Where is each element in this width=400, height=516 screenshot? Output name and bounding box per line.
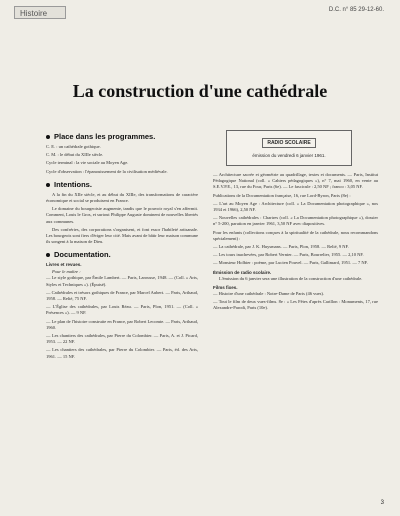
bullet-icon bbox=[46, 253, 50, 257]
text-line: Cycle terminal : la vie sociale au Moyen Age. bbox=[46, 160, 129, 166]
section-heading-documentation: Documentation. bbox=[46, 250, 198, 259]
bibliography-entry: — Le plan de l'histoire construite en France, par Robert Lecomte. — Paris, Arthaud, 1960. bbox=[46, 318, 198, 330]
issue-reference: D.C. n° 85 29-12-60. bbox=[328, 7, 384, 13]
bibliography-entry: — Monsieur Holbier : poème, par Lucien Pouvel. — Paris, Gallimard, 1951. — 7 NF. bbox=[213, 260, 368, 266]
bibliography-entry: Pour les enfants (collections conçues à la spiritualité de la cathédrale, nous recommandons spécialement) : bbox=[213, 229, 378, 241]
text-line: Cycle d'observation : l'épanouissement de la civilisation médiévale. bbox=[46, 168, 168, 174]
bibliography-entry: — L'Église des cathédrales, par Louis Réau. — Paris, Plon, 1951. — (Coll. « Présences »). — 9 NF. bbox=[46, 304, 198, 316]
radio-box-label: RADIO SCOLAIRE bbox=[262, 138, 315, 148]
section-tab: Histoire bbox=[14, 6, 66, 19]
bullet-icon bbox=[46, 183, 50, 187]
page-number: 3 bbox=[380, 500, 384, 506]
bibliography-entry: — Histoire d'une cathédrale : Notre-Dame de Paris (46 vues). bbox=[213, 290, 325, 296]
bibliography-entry: — Nouvelles cathédrales : Chartres (coll. « La Documentation photographique »), dossier n° 5-200, parution en janvier 1961, 3,50 NF avec diapositives. bbox=[213, 215, 378, 227]
bibliography-entry: — Le style gothique, par Émile Lambert. — Paris, Larousse, 1948. — (Coll. « Arts, Styles et Techniques »). (Épuisé). bbox=[46, 275, 198, 287]
subheading-radio: Émission de radio scolaire. bbox=[213, 269, 272, 275]
paragraph: Des confréries, des corporations s'organisent, et font essor l'habileté artisanale. Les bourgeois sont fiers d'ériger leur cité. Mais avant de bâtir leur maison commune ils songent à la maison de Dieu. bbox=[46, 226, 198, 245]
section-heading-programmes: Place dans les programmes. bbox=[46, 132, 198, 141]
text-line: C. M. : le début du XIIIe siècle. bbox=[46, 152, 104, 158]
left-column bbox=[46, 127, 198, 362]
bibliography-entry: — Tout le film de deux vues-films. 8e : « Les Fêtes d'après Carillon : Monuments, 17, rue Alexandre-Parodi, Paris (10e). bbox=[213, 299, 378, 311]
section-heading-intentions: Intentions. bbox=[46, 180, 198, 189]
bibliography-entry: — Les chantiers des cathédrales, par Pierre du Colombier. — Paris, A. et J. Picard, 1953. — 22 NF. bbox=[46, 333, 198, 345]
radio-box-date: émission du vendredi 6 janvier 1961. bbox=[252, 153, 326, 158]
bibliography-entry: — Cathédrales et trésors gothiques de France, par Marcel Aubert. — Paris, Arthaud, 1958. — Relié, 75 NF. bbox=[46, 289, 198, 302]
bibliography-entry: — L'art au Moyen Age : Architecture (coll. « La Documentation photographique », nos 1934 et 1966), 2,50 NF. bbox=[213, 200, 378, 213]
bullet-icon bbox=[46, 135, 50, 139]
radio-box bbox=[226, 130, 352, 166]
subheading-maitre: Pour le maître : bbox=[52, 269, 81, 275]
paragraph: Le domaine du bourgeoisie augmente, tandis que le pouvoir royal s'en affermit. Comment, Louis le Gros, et surtout Philippe Auguste dominent de nouvelles libertés aux communes. bbox=[46, 206, 198, 224]
subheading-livres: Livres et revues. bbox=[46, 262, 82, 268]
paragraph: A la fin du XIIe siècle, et au début du XIIIe, des transformations de caractère économique et social se produisent en France. bbox=[46, 191, 198, 204]
bibliography-entry: — La cathédrale, par J. K. Huysmans. — Paris, Plon, 1958. — Relié, 9 NF. bbox=[213, 244, 349, 250]
right-column bbox=[213, 122, 378, 313]
bibliography-entry: Publications de la Documentation française, 16, rue Lord-Byron, Paris (8e) : bbox=[213, 192, 351, 198]
bibliography-entry: — Les chantiers des cathédrales, par Pierre du Colombier. — Paris, éd. des Arts, 1961. — 15 NF. bbox=[46, 347, 198, 359]
bibliography-entry: — Architecture sacrée et géométrie au quadrillage, textes et documents. — Paris, Institut Pédagogique National (coll. « Cahiers pédagogiques »), n° 7, mai 1960, en vente au S.E.V.P.E., 13, rue du Four, Paris (6e). — Le fascicule : 2,50 NF ; franco : 3,05 NF. bbox=[213, 172, 378, 190]
subheading-films: Films fixes. bbox=[213, 284, 238, 290]
paragraph: L'émission du 6 janvier sera une illustration de la construction d'une cathédrale. bbox=[219, 275, 363, 281]
page-title: La construction d'une cathédrale bbox=[72, 81, 328, 101]
bibliography-entry: — Les tours inachevées, par Robert Vernier. — Paris, Bourrelier, 1955. — 2,10 NF. bbox=[213, 252, 364, 258]
text-line: C. E. : un cathédrale gothique. bbox=[46, 144, 101, 149]
